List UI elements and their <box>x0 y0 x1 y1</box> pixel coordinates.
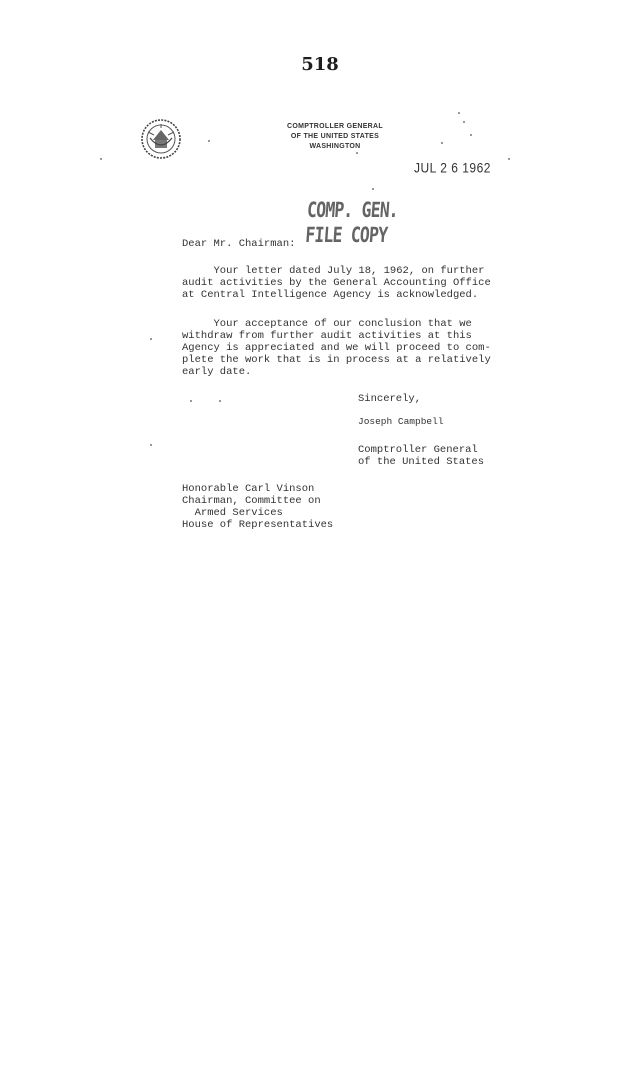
paragraph-1 <box>182 265 491 301</box>
paragraph-line: Your letter dated July 18, 1962, on further <box>182 265 485 277</box>
addressee-line: Chairman, Committee on <box>182 495 321 507</box>
salutation: Dear Mr. Chairman: <box>182 238 296 250</box>
speck <box>100 158 102 160</box>
paragraph-line: audit activities by the General Accounting Office <box>182 277 491 289</box>
paragraph-line: at Central Intelligence Agency is acknowledged. <box>182 289 479 301</box>
date-stamp: JUL 2 6 1962 <box>414 160 491 177</box>
speck <box>441 142 443 144</box>
speck <box>470 134 472 136</box>
speck <box>463 121 465 123</box>
speck <box>150 338 152 340</box>
paragraph-line: Agency is appreciated and we will proceed to com- <box>182 342 491 354</box>
paragraph-line: plete the work that is in process at a relatively <box>182 354 491 366</box>
letterhead-line-2: OF THE UNITED STATES <box>290 133 380 140</box>
speck <box>219 400 221 402</box>
letterhead-line-1: COMPTROLLER GENERAL <box>287 123 383 130</box>
file-copy-stamp <box>305 198 399 248</box>
addressee-line: Armed Services <box>182 507 283 519</box>
letterhead <box>270 122 400 152</box>
speck <box>458 112 460 114</box>
closing: Sincerely, <box>358 393 422 405</box>
speck <box>150 444 152 446</box>
addressee-block <box>182 483 333 531</box>
speck <box>190 400 192 402</box>
signer-title-line: Comptroller General <box>358 444 478 456</box>
addressee-line: Honorable Carl Vinson <box>182 483 315 495</box>
paragraph-line: early date. <box>182 366 252 378</box>
signer-title-line: of the United States <box>358 456 485 468</box>
signature: Joseph Campbell <box>358 416 444 427</box>
speck <box>208 140 210 142</box>
page-number: 518 <box>301 54 339 75</box>
gao-seal-icon <box>140 118 182 160</box>
paragraph-line: withdraw from further audit activities at this <box>182 330 472 342</box>
signer-title <box>358 444 484 468</box>
speck <box>356 152 358 154</box>
letterhead-line-3: WASHINGTON <box>309 143 361 150</box>
stamp-line-2: FILE COPY <box>304 223 388 247</box>
speck <box>508 158 510 160</box>
speck <box>372 188 374 190</box>
addressee-line: House of Representatives <box>182 519 334 531</box>
paragraph-line: Your acceptance of our conclusion that we <box>182 318 472 330</box>
stamp-line-1: COMP. GEN. <box>306 198 399 222</box>
paragraph-2 <box>182 318 491 378</box>
